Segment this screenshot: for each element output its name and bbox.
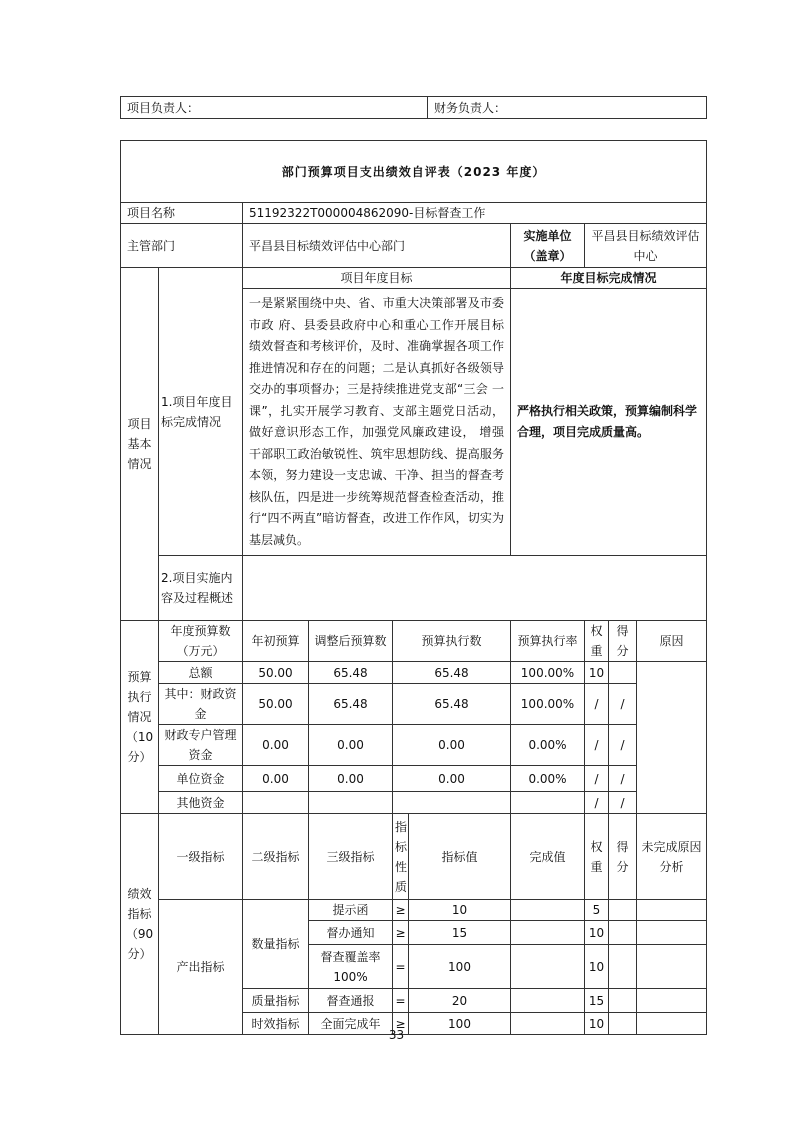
ind-row-level3: 全面完成年 [309, 1013, 393, 1035]
budget-row-score: / [609, 725, 637, 766]
ind-row-completed [511, 989, 585, 1013]
ind-row-value: 10 [409, 900, 511, 921]
budget-row-score: / [609, 792, 637, 814]
budget-row-adjusted [309, 792, 393, 814]
budget-row-executed: 65.48 [393, 662, 511, 684]
budget-reason-cell [637, 662, 707, 814]
level2-quantity: 数量指标 [243, 900, 309, 989]
budget-row-name: 其中：财政资金 [159, 684, 243, 725]
budget-row-rate: 0.00% [511, 725, 585, 766]
ind-header-level3: 三级指标 [309, 814, 393, 900]
budget-row-executed [393, 792, 511, 814]
table-row [121, 662, 707, 684]
ind-row-completed [511, 945, 585, 989]
project-name-value: 51192322T000004862090-目标督查工作 [243, 203, 707, 224]
ind-header-weight: 权重 [585, 814, 609, 900]
table-row [121, 725, 707, 766]
ind-header-nature: 指标性质 [393, 814, 409, 900]
ind-row-score [609, 900, 637, 921]
finance-leader-label: 财务负责人： [428, 97, 707, 119]
level2-timeliness: 时效指标 [243, 1013, 309, 1035]
dept-label: 主管部门 [121, 224, 243, 268]
ind-row-reason [637, 945, 707, 989]
impl-unit-value: 平昌县目标绩效评估中心 [585, 224, 707, 268]
ind-row-value: 100 [409, 945, 511, 989]
ind-row-score [609, 945, 637, 989]
signature-table [120, 96, 707, 119]
indicator-section-label: 绩效指标（90分） [121, 814, 159, 1035]
goal-col-header: 项目年度目标 [243, 268, 511, 289]
budget-header-score: 得分 [609, 621, 637, 662]
ind-row-score [609, 921, 637, 945]
budget-row-name: 总额 [159, 662, 243, 684]
budget-header-initial: 年初预算 [243, 621, 309, 662]
table-row [121, 684, 707, 725]
ind-row-reason [637, 900, 707, 921]
budget-row-rate: 100.00% [511, 684, 585, 725]
budget-header-executed: 预算执行数 [393, 621, 511, 662]
ind-row-weight: 10 [585, 1013, 609, 1035]
ind-row-nature: = [393, 945, 409, 989]
budget-row-executed: 65.48 [393, 684, 511, 725]
ind-row-reason [637, 989, 707, 1013]
ind-header-completed: 完成值 [511, 814, 585, 900]
budget-row-name: 单位资金 [159, 766, 243, 792]
budget-row-weight: / [585, 684, 609, 725]
budget-row-initial: 0.00 [243, 766, 309, 792]
budget-header-item: 年度预算数（万元） [159, 621, 243, 662]
ind-row-level3: 督查通报 [309, 989, 393, 1013]
ind-row-value: 20 [409, 989, 511, 1013]
budget-row-weight: / [585, 725, 609, 766]
budget-header-adjusted: 调整后预算数 [309, 621, 393, 662]
level2-quality: 质量指标 [243, 989, 309, 1013]
goal-text: 一是紧紧围绕中央、省、市重大决策部署及市委市政 府、县委县政府中心和重心工作开展目标绩效督查和考核评价，及时、准确掌握各项工作推进情况和存在的问题；二是认真抓好各级领导交办的事项督办；三是持续推进党支部“三会 一课”，扎实开展学习教育、支部主题党日活动，做好意识形态工作，加强党风廉政建设， 增强干部职工政治敏锐性、筑牢思想防线、提高服务本领，努力建设一支忠诚、干净、担当的督查考核队伍，四是进一步统筹规范督查检查活动，推行“四不两直”暗访督查，改进工作作风，切实为基层减负。 [243, 289, 511, 556]
budget-row-initial: 50.00 [243, 684, 309, 725]
project-leader-label: 项目负责人： [121, 97, 428, 119]
implementation-value [243, 556, 707, 621]
basic-section-label: 项目基本情况 [121, 268, 159, 621]
ind-row-weight: 10 [585, 921, 609, 945]
budget-header-rate: 预算执行率 [511, 621, 585, 662]
table-row [121, 766, 707, 792]
ind-row-nature: ≥ [393, 921, 409, 945]
ind-row-weight: 5 [585, 900, 609, 921]
ind-row-score [609, 989, 637, 1013]
ind-row-value: 100 [409, 1013, 511, 1035]
budget-row-weight: 10 [585, 662, 609, 684]
ind-row-weight: 15 [585, 989, 609, 1013]
budget-section-label: 预算执行情况（10分） [121, 621, 159, 814]
budget-row-adjusted: 65.48 [309, 662, 393, 684]
page-title: 部门预算项目支出绩效自评表（2023 年度） [121, 141, 707, 203]
budget-row-adjusted: 0.00 [309, 766, 393, 792]
budget-row-score [609, 662, 637, 684]
ind-header-score: 得分 [609, 814, 637, 900]
ind-row-nature: = [393, 989, 409, 1013]
budget-row-adjusted: 0.00 [309, 725, 393, 766]
completion-text: 严格执行相关政策，预算编制科学合理，项目完成质量高。 [511, 289, 707, 556]
budget-row-rate: 100.00% [511, 662, 585, 684]
completion-col-header: 年度目标完成情况 [511, 268, 707, 289]
ind-row-level3: 提示函 [309, 900, 393, 921]
budget-row-name: 其他资金 [159, 792, 243, 814]
ind-header-level1: 一级指标 [159, 814, 243, 900]
budget-row-rate [511, 792, 585, 814]
budget-row-initial [243, 792, 309, 814]
ind-row-nature: ≥ [393, 900, 409, 921]
ind-row-level3: 督办通知 [309, 921, 393, 945]
budget-row-initial: 50.00 [243, 662, 309, 684]
ind-row-reason [637, 921, 707, 945]
budget-header-weight: 权重 [585, 621, 609, 662]
ind-header-value: 指标值 [409, 814, 511, 900]
budget-row-score: / [609, 766, 637, 792]
ind-row-value: 15 [409, 921, 511, 945]
budget-row-executed: 0.00 [393, 766, 511, 792]
budget-row-rate: 0.00% [511, 766, 585, 792]
self-evaluation-table [120, 140, 707, 1035]
ind-row-nature: ≥ [393, 1013, 409, 1035]
ind-row-level3: 督查覆盖率100% [309, 945, 393, 989]
ind-header-level2: 二级指标 [243, 814, 309, 900]
budget-row-adjusted: 65.48 [309, 684, 393, 725]
impl-unit-label: 实施单位（盖章） [511, 224, 585, 268]
table-row [121, 900, 707, 921]
ind-row-completed [511, 921, 585, 945]
ind-row-weight: 10 [585, 945, 609, 989]
budget-row-weight: / [585, 792, 609, 814]
goal-completion-label: 1.项目年度目标完成情况 [159, 268, 243, 556]
page-number: 33 [388, 1028, 405, 1042]
budget-row-name: 财政专户管理资金 [159, 725, 243, 766]
dept-value: 平昌县目标绩效评估中心部门 [243, 224, 511, 268]
budget-row-initial: 0.00 [243, 725, 309, 766]
budget-row-score: / [609, 684, 637, 725]
level1-output: 产出指标 [159, 900, 243, 1035]
ind-header-reason: 未完成原因分析 [637, 814, 707, 900]
implementation-label: 2.项目实施内容及过程概述 [159, 556, 243, 621]
budget-row-weight: / [585, 766, 609, 792]
ind-row-completed [511, 900, 585, 921]
budget-row-executed: 0.00 [393, 725, 511, 766]
table-row [121, 792, 707, 814]
budget-header-reason: 原因 [637, 621, 707, 662]
project-name-label: 项目名称 [121, 203, 243, 224]
